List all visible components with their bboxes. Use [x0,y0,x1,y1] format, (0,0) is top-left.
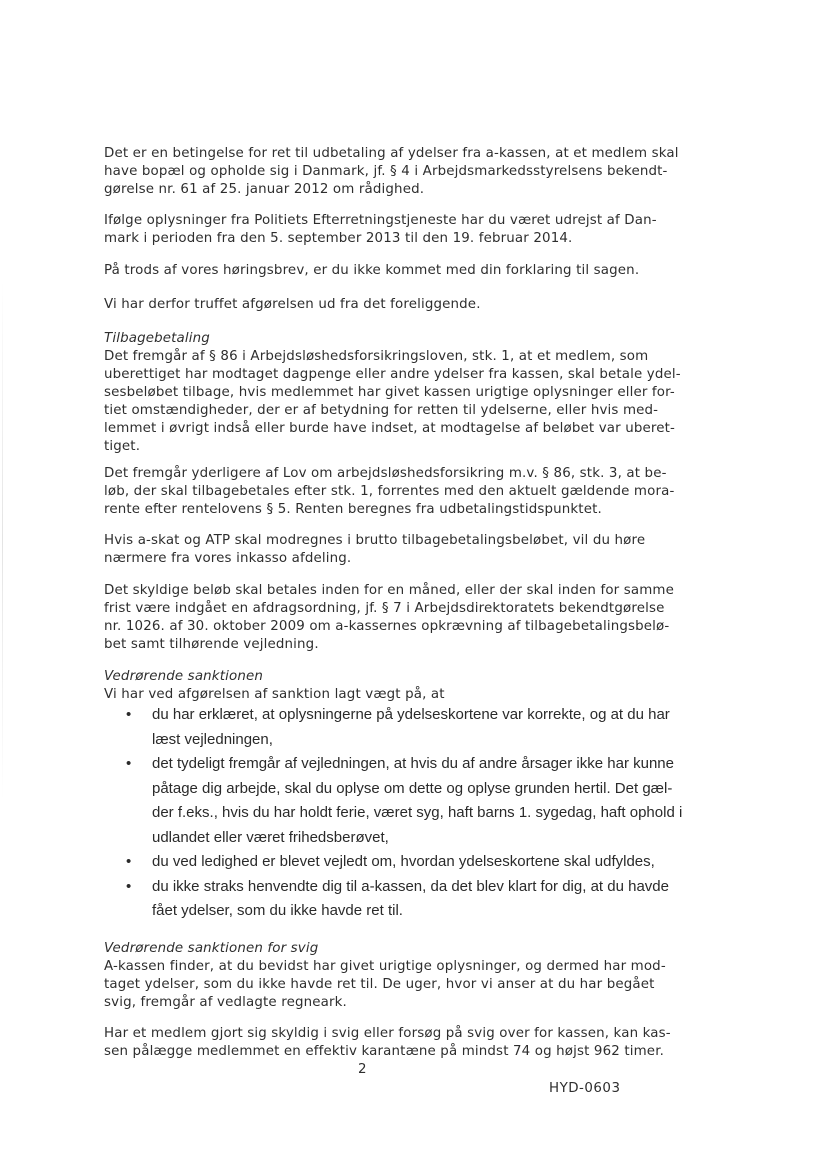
bullet-icon: • [126,853,132,870]
text-line: rente efter rentelovens § 5. Renten beregnes fra udbetalingstidspunktet. [104,502,602,517]
text-line: Vi har derfor truffet afgørelsen ud fra det foreliggende. [104,297,481,312]
bullet-icon: • [126,706,132,723]
text-line: Det fremgår yderligere af Lov om arbejdsløshedsforsikring m.v. § 86, stk. 3, at be- [104,466,667,481]
section-heading-tilbagebetaling: Tilbagebetaling [104,331,210,346]
text-line: du har erklæret, at oplysningerne på ydelseskortene var korrekte, og at du har [152,706,670,723]
scan-edge-shadow [2,280,3,800]
text-line: du ved ledighed er blevet vejledt om, hvordan ydelseskortene skal udfyldes, [152,853,655,870]
text-line: nærmere fra vores inkasso afdeling. [104,551,352,566]
paragraph-interest [104,465,700,519]
bullet-icon: • [126,755,132,772]
text-line: taget ydelser, som du ikke havde ret til. De uger, hvor vi anser at du har begået [104,977,655,992]
text-line: sesbeløbet tilbage, hvis medlemmet har givet kassen urigtige oplysninger eller for- [104,385,675,400]
list-item [126,703,706,752]
text-line: A-kassen finder, at du bevidst har givet urigtige oplysninger, og dermed har mod- [104,959,666,974]
text-line: sen pålægge medlemmet en effektiv karantæne på mindst 74 og højst 962 timer. [104,1044,665,1059]
text-line: udlandet eller været frihedsberøvet, [152,828,389,846]
section-tilbagebetaling [104,330,700,456]
text-line: frist være indgået en afdragsordning, jf. § 7 i Arbejdsdirektoratets bekendtgørelse [104,601,665,616]
text-line: læst vejledningen, [152,730,273,748]
sanktion-bullet-list [126,703,706,924]
text-line: nr. 1026. af 30. oktober 2009 om a-kassernes opkrævning af tilbagebetalingsbelø- [104,619,670,634]
text-line: fået ydelser, som du ikke havde ret til. [152,902,403,919]
paragraph-payment-terms [104,582,700,654]
text-line: lemmet i øvrigt indså eller burde have indset, at modtagelse af beløbet var uberet- [104,421,675,436]
text-line: der f.eks., hvis du har holdt ferie, været syg, haft barns 1. sygedag, haft ophold i [152,804,683,821]
text-line: På trods af vores høringsbrev, er du ikke kommet med din forklaring til sagen. [104,263,640,278]
list-item [126,850,706,875]
section-svig [104,940,700,1012]
text-line: påtage dig arbejde, skal du oplyse om dette og oplyse grunden hertil. Det gæl- [152,779,673,797]
text-line: uberettiget har modtaget dagpenge eller andre ydelser fra kassen, skal betale ydel- [104,367,681,382]
bullet-icon: • [126,877,132,895]
list-item [126,875,706,924]
text-line: Det fremgår af § 86 i Arbejdsløshedsforsikringsloven, stk. 1, at et medlem, som [104,349,649,364]
paragraph-residence-requirement [104,145,700,199]
text-line: Ifølge oplysninger fra Politiets Efterretningstjeneste har du været udrejst af Dan- [104,213,657,228]
sanktion-intro: Vi har ved afgørelsen af sanktion lagt vægt på, at [104,687,445,702]
text-line: mark i perioden fra den 5. september 2013 til den 19. februar 2014. [104,231,573,246]
text-line: gørelse nr. 61 af 25. januar 2012 om rådighed. [104,182,425,197]
section-sanktion [104,668,700,704]
section-heading-sanktion: Vedrørende sanktionen [104,669,263,684]
paragraph-decision-basis [104,296,700,314]
text-line: svig, fremgår af vedlagte regneark. [104,995,347,1010]
text-line: tiet omstændigheder, der er af betydning for retten til ydelserne, eller hvis med- [104,403,659,418]
list-item [126,752,706,850]
text-line: Det er en betingelse for ret til udbetaling af ydelser fra a-kassen, at et medlem skal [104,146,679,161]
text-line: Har et medlem gjort sig skyldig i svig eller forsøg på svig over for kassen, kan kas- [104,1026,671,1041]
paragraph-tax-offset [104,532,700,568]
text-line: Hvis a-skat og ATP skal modregnes i brutto tilbagebetalingsbeløbet, vil du høre [104,533,646,548]
text-line: Det skyldige beløb skal betales inden for en måned, eller der skal inden for samme [104,583,674,598]
paragraph-fraud-penalty [104,1025,700,1061]
section-heading-svig: Vedrørende sanktionen for svig [104,941,319,956]
text-line: have bopæl og opholde sig i Danmark, jf. § 4 i Arbejdsmarkedsstyrelsens bekendt- [104,164,668,179]
paragraph-pet-information [104,212,700,248]
text-line: det tydeligt fremgår af vejledningen, at hvis du af andre årsager ikke har kunne [152,755,674,772]
text-line: tiget. [104,439,141,454]
text-line: du ikke straks henvendte dig til a-kassen, da det blev klart for dig, at du havde [152,877,669,895]
paragraph-hearing-letter [104,262,700,280]
document-id: HYD-0603 [549,1081,621,1096]
text-line: bet samt tilhørende vejledning. [104,637,319,652]
page-number: 2 [358,1062,367,1077]
text-line: løb, der skal tilbagebetales efter stk. 1, forrentes med den aktuelt gældende mora- [104,484,675,499]
